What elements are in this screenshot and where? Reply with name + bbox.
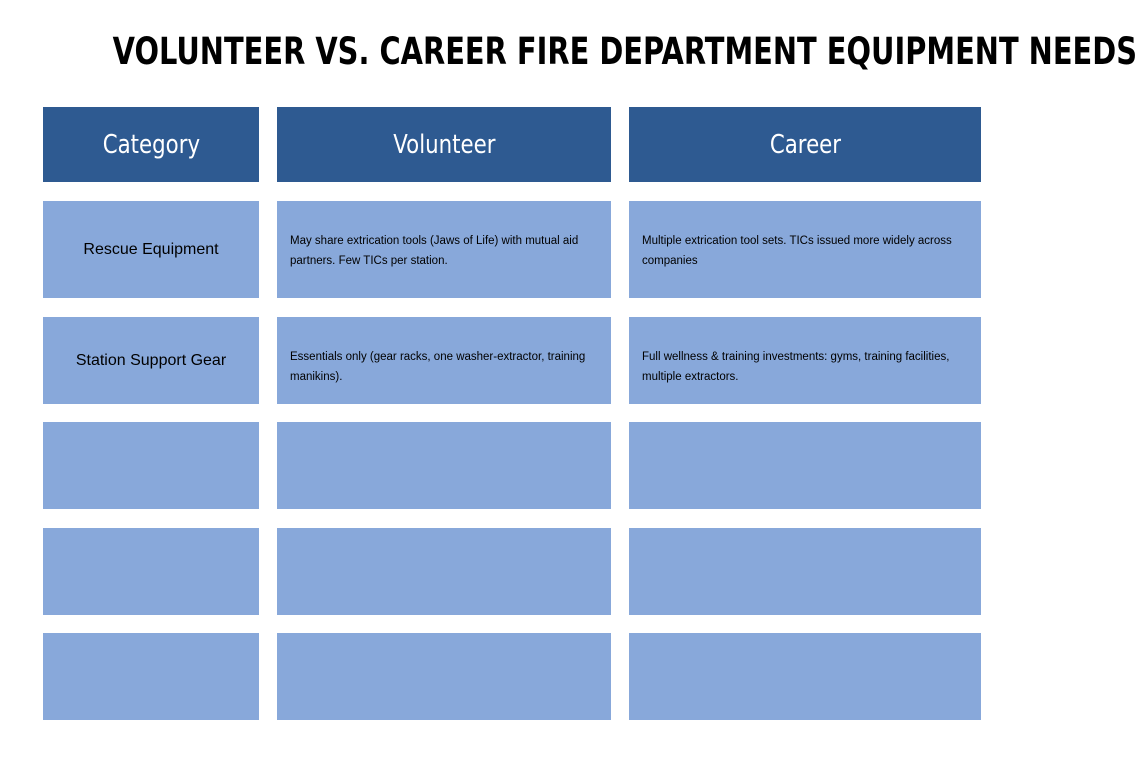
row-4-category <box>43 528 259 615</box>
row-5-category <box>43 633 259 720</box>
row-3-career <box>629 422 981 509</box>
row-5-career <box>629 633 981 720</box>
row-4-volunteer <box>277 528 611 615</box>
row-1-category: Rescue Equipment <box>43 201 259 298</box>
row-2-career: Full wellness & training investments: gyms, training facilities, multiple extractors. <box>629 317 981 404</box>
header-career <box>629 107 981 182</box>
row-3-category <box>43 422 259 509</box>
row-2-volunteer: Essentials only (gear racks, one washer-extractor, training manikins). <box>277 317 611 404</box>
row-1-volunteer: May share extrication tools (Jaws of Life) with mutual aid partners. Few TICs per station. <box>277 201 611 298</box>
row-4-career <box>629 528 981 615</box>
header-volunteer-label: Volunteer <box>392 129 496 160</box>
header-volunteer <box>277 107 611 182</box>
row-2-category: Station Support Gear <box>43 317 259 404</box>
row-3-volunteer <box>277 422 611 509</box>
row-5-volunteer <box>277 633 611 720</box>
header-career-label: Career <box>769 129 841 160</box>
row-1-career: Multiple extrication tool sets. TICs issued more widely across companies <box>629 201 981 298</box>
header-category-label: Category <box>102 129 200 160</box>
page-title: VOLUNTEER VS. CAREER FIRE DEPARTMENT EQUIPMENT NEEDS <box>112 30 1137 73</box>
header-category <box>43 107 259 182</box>
